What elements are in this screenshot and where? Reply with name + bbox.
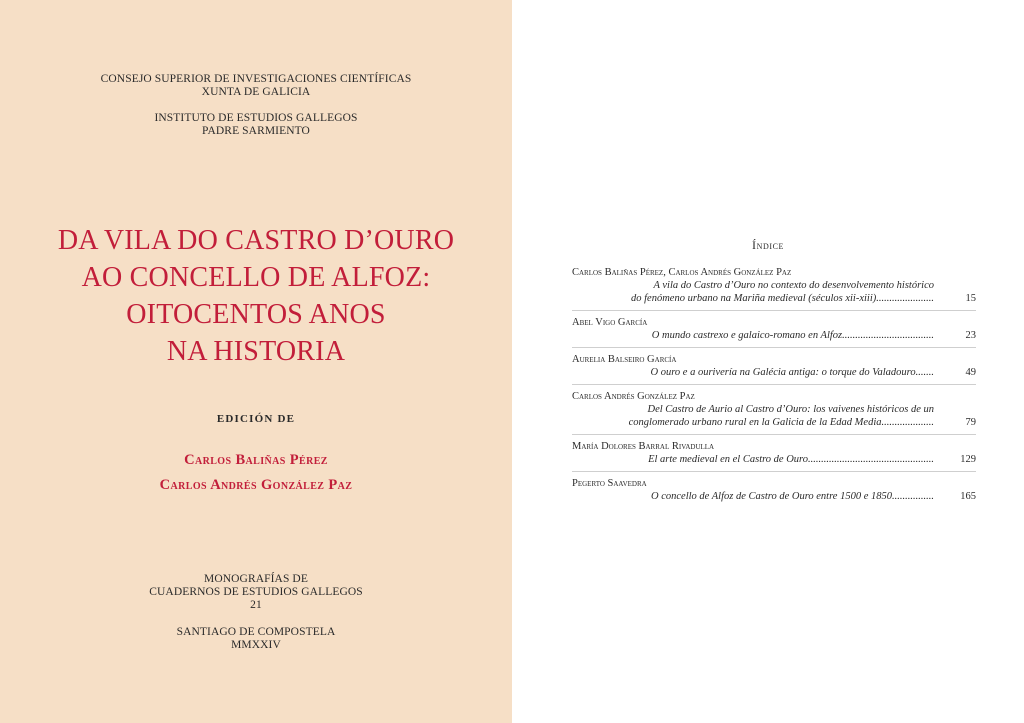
index-page (512, 0, 1024, 723)
toc-page-number: 129 (960, 454, 976, 465)
table-of-contents (572, 266, 976, 507)
divider (572, 471, 976, 472)
toc-author: Pegerto Saavedra (572, 478, 647, 489)
edition-label: EDICIÓN DE (216, 413, 296, 425)
institution-line: XUNTA DE GALICIA (201, 86, 311, 98)
toc-chapter-title: do fenómeno urbano na Mariña medieval (séculos xii-xiii)...................... (631, 293, 934, 304)
editor-name: Carlos Andrés González Paz (159, 477, 353, 493)
title-line: AO CONCELLO DE ALFOZ: (81, 262, 431, 293)
toc-chapter-title: O mundo castrexo e galaico-romano en Alfoz................................... (651, 330, 934, 341)
toc-page-number: 49 (965, 367, 976, 378)
institution-block-1 (0, 73, 512, 99)
toc-author: Abel Vigo García (572, 317, 648, 328)
toc-author: Carlos Baliñas Pérez, Carlos Andrés González Paz (572, 267, 792, 278)
toc-chapter-title: A vila do Castro d’Ouro no contexto do desenvolvemento histórico (653, 280, 934, 291)
toc-line (572, 490, 976, 503)
toc-author: Aurelia Balseiro García (572, 354, 677, 365)
year-line: MMXXIV (231, 639, 281, 651)
toc-page-number: 15 (965, 293, 976, 304)
toc-chapter-title: O concello de Alfoz de Castro de Ouro entre 1500 e 1850................ (651, 491, 934, 502)
institution-block-2 (0, 112, 512, 138)
toc-entry (572, 477, 976, 503)
institution-line: CONSEJO SUPERIOR DE INVESTIGACIONES CIENTÍFICAS (100, 73, 412, 85)
series-number: 21 (250, 599, 262, 611)
institution-line: PADRE SARMIENTO (202, 125, 310, 137)
title-line: DA VILA DO CASTRO D’OURO (57, 225, 455, 256)
toc-chapter-title: conglomerado urbano rural en la Galicia de la Edad Media.................... (628, 417, 934, 428)
toc-author: Carlos Andrés González Paz (572, 391, 695, 402)
divider (572, 434, 976, 435)
toc-entry (572, 390, 976, 429)
toc-chapter-title: Del Castro de Aurio al Castro d’Ouro: los vaivenes históricos de un (647, 404, 934, 415)
toc-entry (572, 316, 976, 342)
toc-line (572, 453, 976, 466)
series-line: CUADERNOS DE ESTUDIOS GALLEGOS (149, 586, 363, 598)
toc-line (572, 403, 976, 416)
toc-page-number: 165 (960, 491, 976, 502)
toc-entry (572, 353, 976, 379)
series-block (0, 573, 512, 612)
toc-entry (572, 440, 976, 466)
place-line: SANTIAGO DE COMPOSTELA (176, 626, 336, 638)
series-line: MONOGRAFÍAS DE (204, 573, 308, 585)
divider (572, 310, 976, 311)
index-title: Índice (751, 238, 785, 252)
editors-block (0, 448, 512, 498)
toc-line (572, 279, 976, 292)
toc-chapter-title: O ouro e a ourivería na Galécia antiga: o torque do Valadouro....... (650, 367, 934, 378)
toc-line (572, 329, 976, 342)
divider (572, 347, 976, 348)
toc-page-number: 23 (965, 330, 976, 341)
toc-chapter-title: El arte medieval en el Castro de Ouro................................................ (648, 454, 934, 465)
institution-line: INSTITUTO DE ESTUDIOS GALLEGOS (154, 112, 358, 124)
divider (572, 384, 976, 385)
title-line: OITOCENTOS ANOS (126, 299, 386, 330)
toc-line (572, 292, 976, 305)
toc-entry (572, 266, 976, 305)
title-line: NA HISTORIA (166, 336, 346, 367)
book-title (0, 222, 512, 370)
imprint-block (0, 626, 512, 652)
toc-author: María Dolores Barral Rivadulla (572, 441, 715, 452)
toc-page-number: 79 (965, 417, 976, 428)
editor-name: Carlos Baliñas Pérez (184, 452, 328, 468)
toc-line (572, 366, 976, 379)
toc-line (572, 416, 976, 429)
